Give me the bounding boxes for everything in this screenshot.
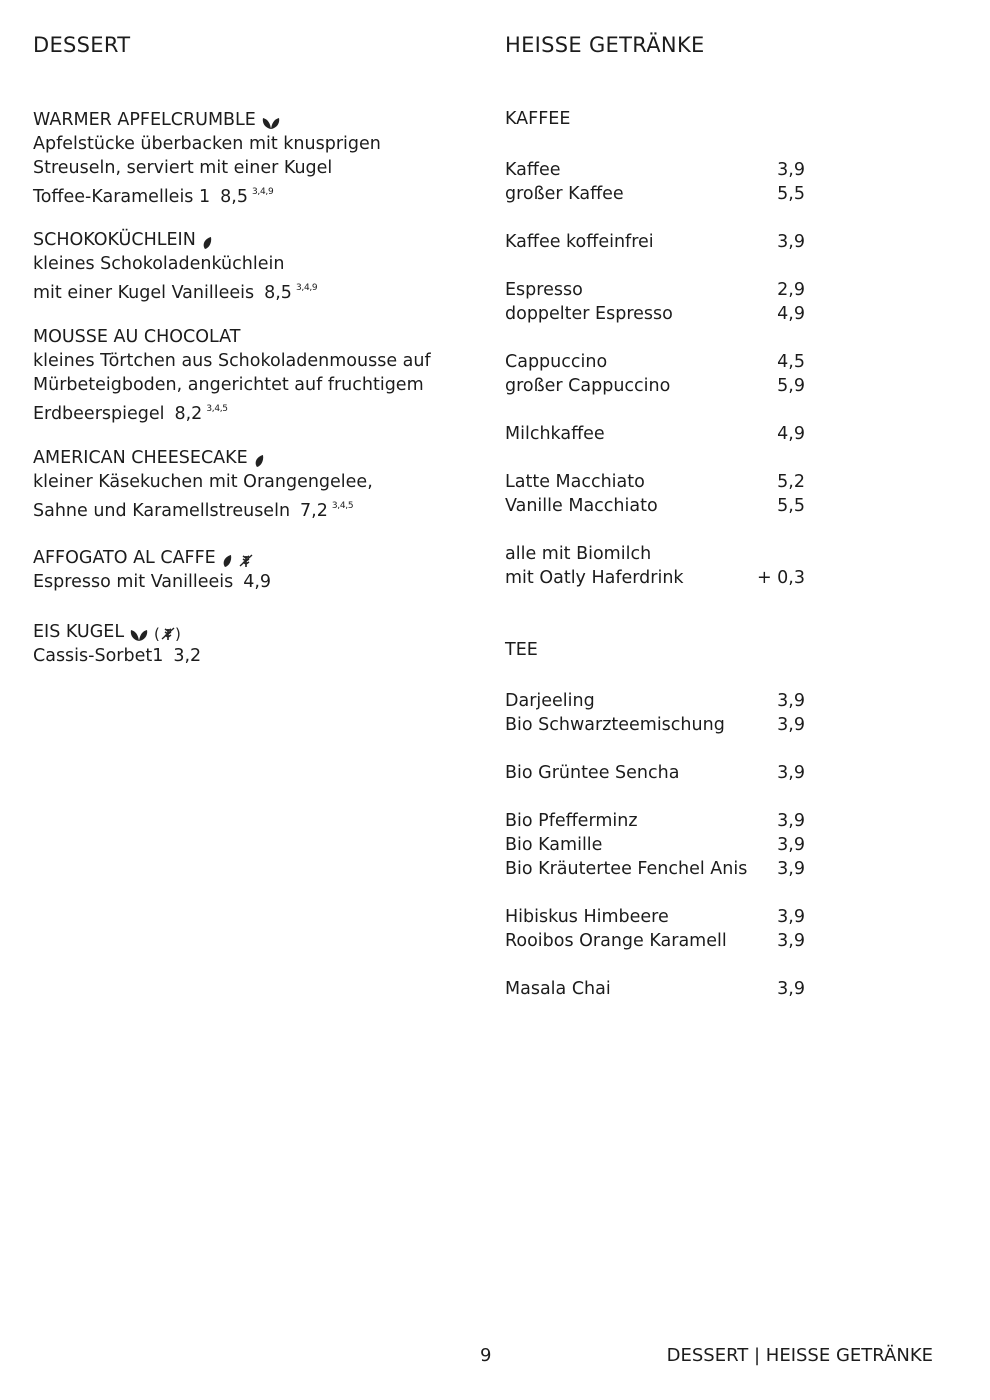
drink-name: Cappuccino [505,352,608,372]
footer-section-title: DESSERT | HEISSE GETRÄNKE [666,1345,933,1366]
dessert-name-row [33,620,473,644]
drink-name: Milchkaffee [505,424,605,444]
dessert-description-text: Cassis-Sorbet1 [33,646,164,666]
drink-name: Bio Grüntee Sencha [505,763,680,783]
dessert-name-row [33,325,473,349]
hot-drinks-title: HEISSE GETRÄNKE [505,33,705,57]
drink-name: Hibiskus Himbeere [505,907,669,927]
dessert-description-text: Espresso mit Vanilleeis [33,572,234,592]
dessert-name: SCHOKOKÜCHLEIN [33,230,196,250]
dessert-price: 8,5 [264,283,292,303]
drink-row [505,566,805,590]
drink-price: 4,5 [777,352,805,372]
dessert-item [33,108,473,209]
drink-row [505,494,805,518]
drink-name: großer Kaffee [505,184,624,204]
dessert-name-row [33,546,473,570]
dessert-description [33,349,473,426]
kaffee-list [505,158,805,614]
drink-price: 3,9 [777,931,805,951]
drink-name: doppelter Espresso [505,304,673,324]
drink-name: Bio Kräutertee Fenchel Anis [505,859,748,879]
dessert-name-row [33,228,473,252]
drink-name: Bio Pfefferminz [505,811,638,831]
kaffee-subtitle: KAFFEE [505,109,571,129]
dessert-description-text: kleines Törtchen aus Schokoladenmousse auf Mürbeteigboden, angerichtet auf fruchtigem Erdbeerspiegel [33,351,431,424]
dessert-description [33,570,473,594]
drink-price: 5,5 [777,496,805,516]
drink-name: alle mit Biomilch [505,544,652,564]
dessert-name: MOUSSE AU CHOCOLAT [33,327,241,347]
drink-price: + 0,3 [756,568,805,588]
drink-row [505,470,805,494]
dessert-item [33,228,473,305]
drink-name: Espresso [505,280,583,300]
vegan-leaf-icon [261,113,281,127]
dessert-description [33,470,473,523]
drink-row [505,905,805,929]
drink-name: Bio Kamille [505,835,603,855]
dessert-description-text: kleines Schokoladenküchlein mit einer Kugel Vanilleeis [33,254,285,303]
drink-row [505,278,805,302]
drink-price: 3,9 [777,691,805,711]
dessert-description [33,132,473,209]
drink-name: Vanille Macchiato [505,496,658,516]
dessert-description [33,644,473,668]
dessert-price: 4,9 [243,572,272,592]
drink-group [505,905,805,953]
dessert-price: 7,2 [300,501,328,521]
drink-price: 3,9 [777,907,805,927]
drink-price: 3,9 [777,835,805,855]
dessert-item [33,325,473,426]
drink-group [505,809,805,881]
drink-row [505,761,805,785]
drink-row [505,230,805,254]
drink-group [505,230,805,254]
drink-price: 3,9 [777,979,805,999]
drink-group [505,278,805,326]
drink-group [505,761,805,785]
drink-price: 4,9 [777,424,805,444]
dessert-price: 8,5 [220,187,248,207]
dessert-name: AMERICAN CHEESECAKE [33,448,248,468]
vegetarian-leaf-icon [201,233,213,247]
drink-row [505,929,805,953]
drink-row [505,374,805,398]
dessert-description-text: Apfelstücke überbacken mit knusprigen Streuseln, serviert mit einer Kugel Toffee-Karamelleis 1 [33,134,381,207]
drink-row [505,857,805,881]
gluten-free-icon [238,551,254,565]
dessert-name-row [33,108,473,132]
dessert-description [33,252,473,305]
drink-price: 3,9 [777,811,805,831]
drink-price: 3,9 [777,859,805,879]
dessert-title: DESSERT [33,33,131,57]
drink-price: 5,9 [777,376,805,396]
drink-name: Kaffee [505,160,561,180]
drink-price: 3,9 [777,715,805,735]
svg-text:): ) [175,626,181,642]
drink-price: 3,9 [777,160,805,180]
allergen-codes: 3,4,9 [251,187,274,197]
tee-list [505,689,805,1025]
drink-name: Kaffee koffeinfrei [505,232,654,252]
gluten-free-paren-icon [154,625,182,642]
dessert-name: EIS KUGEL [33,622,125,642]
tee-subtitle: TEE [505,640,538,660]
dessert-price: 3,2 [173,646,202,666]
drink-group [505,422,805,446]
drink-row [505,182,805,206]
dessert-name-row [33,446,473,470]
drink-row [505,158,805,182]
drink-price: 2,9 [777,280,805,300]
drink-row [505,542,805,566]
dessert-description-text: kleiner Käsekuchen mit Orangengelee, Sahne und Karamellstreuseln [33,472,373,521]
drink-group [505,158,805,206]
drink-name: Rooibos Orange Karamell [505,931,727,951]
drink-name: Latte Macchiato [505,472,645,492]
drink-row [505,350,805,374]
drink-price: 4,9 [777,304,805,324]
drink-name: Masala Chai [505,979,611,999]
drink-row [505,689,805,713]
drink-name: Darjeeling [505,691,595,711]
dessert-name: WARMER APFELCRUMBLE [33,110,256,130]
drink-group [505,689,805,737]
drink-price: 5,5 [777,184,805,204]
drink-group [505,350,805,398]
drink-name: mit Oatly Haferdrink [505,568,684,588]
vegan-leaf-icon [129,625,149,639]
dessert-price: 8,2 [174,404,203,424]
allergen-codes: 3,4,9 [295,283,318,293]
drink-group [505,977,805,1001]
drink-group [505,542,805,590]
drink-row [505,302,805,326]
drink-price: 5,2 [777,472,805,492]
allergen-codes: 3,4,5 [206,404,228,414]
dessert-name: AFFOGATO AL CAFFE [33,548,216,568]
drink-row [505,422,805,446]
allergen-codes: 3,4,5 [331,501,354,511]
drink-price: 3,9 [777,232,805,252]
drink-name: großer Cappuccino [505,376,671,396]
drink-row [505,833,805,857]
vegetarian-leaf-icon [253,451,265,465]
dessert-item [33,546,473,594]
svg-text:(: ( [154,626,160,642]
drink-row [505,809,805,833]
page-number: 9 [480,1345,492,1366]
drink-group [505,470,805,518]
drink-name: Bio Schwarzteemischung [505,715,725,735]
drink-row [505,977,805,1001]
dessert-item [33,620,473,668]
vegetarian-leaf-icon [221,551,233,565]
drink-row [505,713,805,737]
dessert-item [33,446,473,523]
drink-price: 3,9 [777,763,805,783]
